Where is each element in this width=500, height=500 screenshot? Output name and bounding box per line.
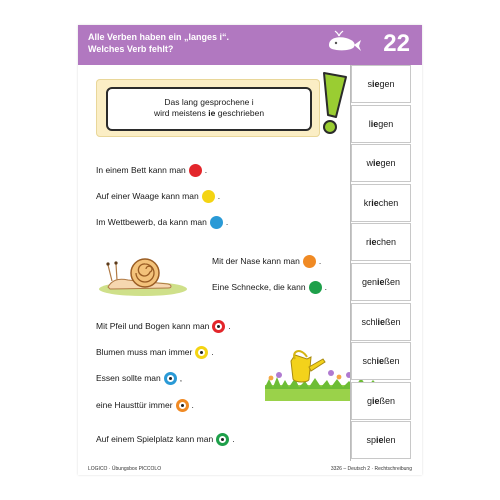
verb-prefix: kr xyxy=(363,197,372,208)
exclamation-icon xyxy=(316,69,350,139)
sentence-text: In einem Bett kann man xyxy=(96,165,186,175)
verb-ie: ie xyxy=(371,197,379,208)
verb-3 xyxy=(351,144,411,182)
verb-prefix: schl xyxy=(361,316,378,327)
sentence-punctuation: . xyxy=(324,282,327,292)
verb-prefix: g xyxy=(366,395,372,406)
verb-1 xyxy=(351,65,411,103)
verb-suffix: ßen xyxy=(379,395,396,406)
verb-prefix: r xyxy=(365,237,369,248)
sentence-text: Eine Schnecke, die kann xyxy=(212,282,306,292)
sentence-text: Essen sollte man xyxy=(96,373,161,383)
verb-ie: ie xyxy=(371,79,380,89)
verb-suffix: ßen xyxy=(384,277,401,287)
verb-2 xyxy=(351,105,411,143)
rule-line-2 xyxy=(108,108,310,119)
verb-suffix: gen xyxy=(380,158,396,169)
verb-column xyxy=(350,65,411,461)
snail-illustration xyxy=(98,253,188,297)
verb-ie: ie xyxy=(377,277,385,287)
sentence-punctuation: . xyxy=(191,400,194,410)
verb-5 xyxy=(351,223,411,261)
verb-9 xyxy=(351,382,411,420)
sentence-6 xyxy=(96,319,231,333)
color-marker-icon xyxy=(202,190,215,203)
sentence-text: Im Wettbewerb, da kann man xyxy=(96,217,207,227)
sentence-text: Auf einem Spielplatz kann man xyxy=(96,434,214,444)
sentence-punctuation: , xyxy=(179,373,183,383)
color-marker-icon xyxy=(212,320,225,333)
rule-line-1: Das lang gesprochene i xyxy=(164,97,254,107)
verb-7 xyxy=(351,303,411,341)
verb-suffix: chen xyxy=(378,197,399,208)
exercise-number: 22 xyxy=(383,30,410,57)
verb-suffix: gen xyxy=(379,79,395,89)
verb-suffix: ßen xyxy=(385,316,401,327)
sentence-7 xyxy=(96,345,214,359)
question-line-1: Alle Verben haben ein „langes i“. xyxy=(88,32,230,42)
verb-prefix: s xyxy=(367,79,372,89)
color-marker-icon xyxy=(164,372,177,385)
verb-suffix: chen xyxy=(376,237,397,248)
sentence-text: Blumen muss man immer xyxy=(96,347,193,357)
verb-ie: ie xyxy=(377,316,385,327)
verb-ie: ie xyxy=(368,237,377,248)
rule-frame xyxy=(106,87,312,131)
color-marker-icon xyxy=(195,346,208,359)
color-marker-icon xyxy=(309,281,322,294)
verb-ie: ie xyxy=(375,435,384,446)
sentence-punctuation: . xyxy=(232,434,235,444)
verb-10 xyxy=(351,421,411,459)
sentence-3 xyxy=(96,215,228,229)
sentence-text: Mit Pfeil und Bogen kann man xyxy=(96,321,210,331)
color-marker-icon xyxy=(303,255,316,268)
color-marker-icon xyxy=(176,399,189,412)
sentence-punctuation: . xyxy=(225,217,229,227)
sentence-text: Auf einer Waage kann man xyxy=(96,191,199,201)
sentence-text: Mit der Nase kann man xyxy=(212,256,300,266)
sentence-5 xyxy=(212,280,327,294)
rule-box xyxy=(96,79,320,137)
sentence-1 xyxy=(96,163,207,177)
sentence-punctuation: . xyxy=(211,347,214,357)
verb-prefix: sch xyxy=(362,356,377,367)
verb-suffix: gen xyxy=(378,118,394,129)
color-marker-icon xyxy=(189,164,202,177)
rule-line-2-end: geschrieben xyxy=(215,108,265,118)
whale-icon xyxy=(326,30,362,54)
sentence-8 xyxy=(96,371,182,385)
verb-4 xyxy=(351,184,411,222)
verb-prefix: gen xyxy=(361,277,377,287)
verb-ie: ie xyxy=(371,395,380,406)
sentence-4 xyxy=(212,254,321,268)
sentence-text: eine Hausttür immer xyxy=(96,400,173,410)
verb-ie: ie xyxy=(376,356,384,367)
rule-line-2-start: wird meistens xyxy=(153,108,209,118)
verb-ie: ie xyxy=(372,158,381,169)
card-header xyxy=(78,25,422,65)
sentence-10 xyxy=(96,432,235,446)
color-marker-icon xyxy=(210,216,223,229)
verb-8 xyxy=(351,342,411,380)
sentence-punctuation: . xyxy=(318,256,322,266)
exercise-card xyxy=(78,25,422,475)
sentence-punctuation: . xyxy=(217,191,221,201)
verb-prefix: w xyxy=(366,158,373,169)
footer-left: LOGICO · Übungsbox PICCOLO xyxy=(88,466,162,472)
verb-prefix: sp xyxy=(366,435,376,446)
sentence-9 xyxy=(96,398,194,412)
verb-6 xyxy=(351,263,411,301)
sentence-2 xyxy=(96,189,220,203)
footer-right: 3326 – Deutsch 2 · Rechtschreibung xyxy=(330,466,412,472)
question-line-2: Welches Verb fehlt? xyxy=(88,44,174,54)
verb-suffix: ßen xyxy=(384,356,400,367)
sentence-punctuation: . xyxy=(204,165,208,175)
verb-ie: ie xyxy=(370,118,379,129)
rule-highlight: ie xyxy=(208,108,216,118)
sentence-punctuation: . xyxy=(228,321,231,331)
color-marker-icon xyxy=(216,433,229,446)
verb-suffix: len xyxy=(383,435,396,446)
verb-prefix: l xyxy=(368,118,371,129)
